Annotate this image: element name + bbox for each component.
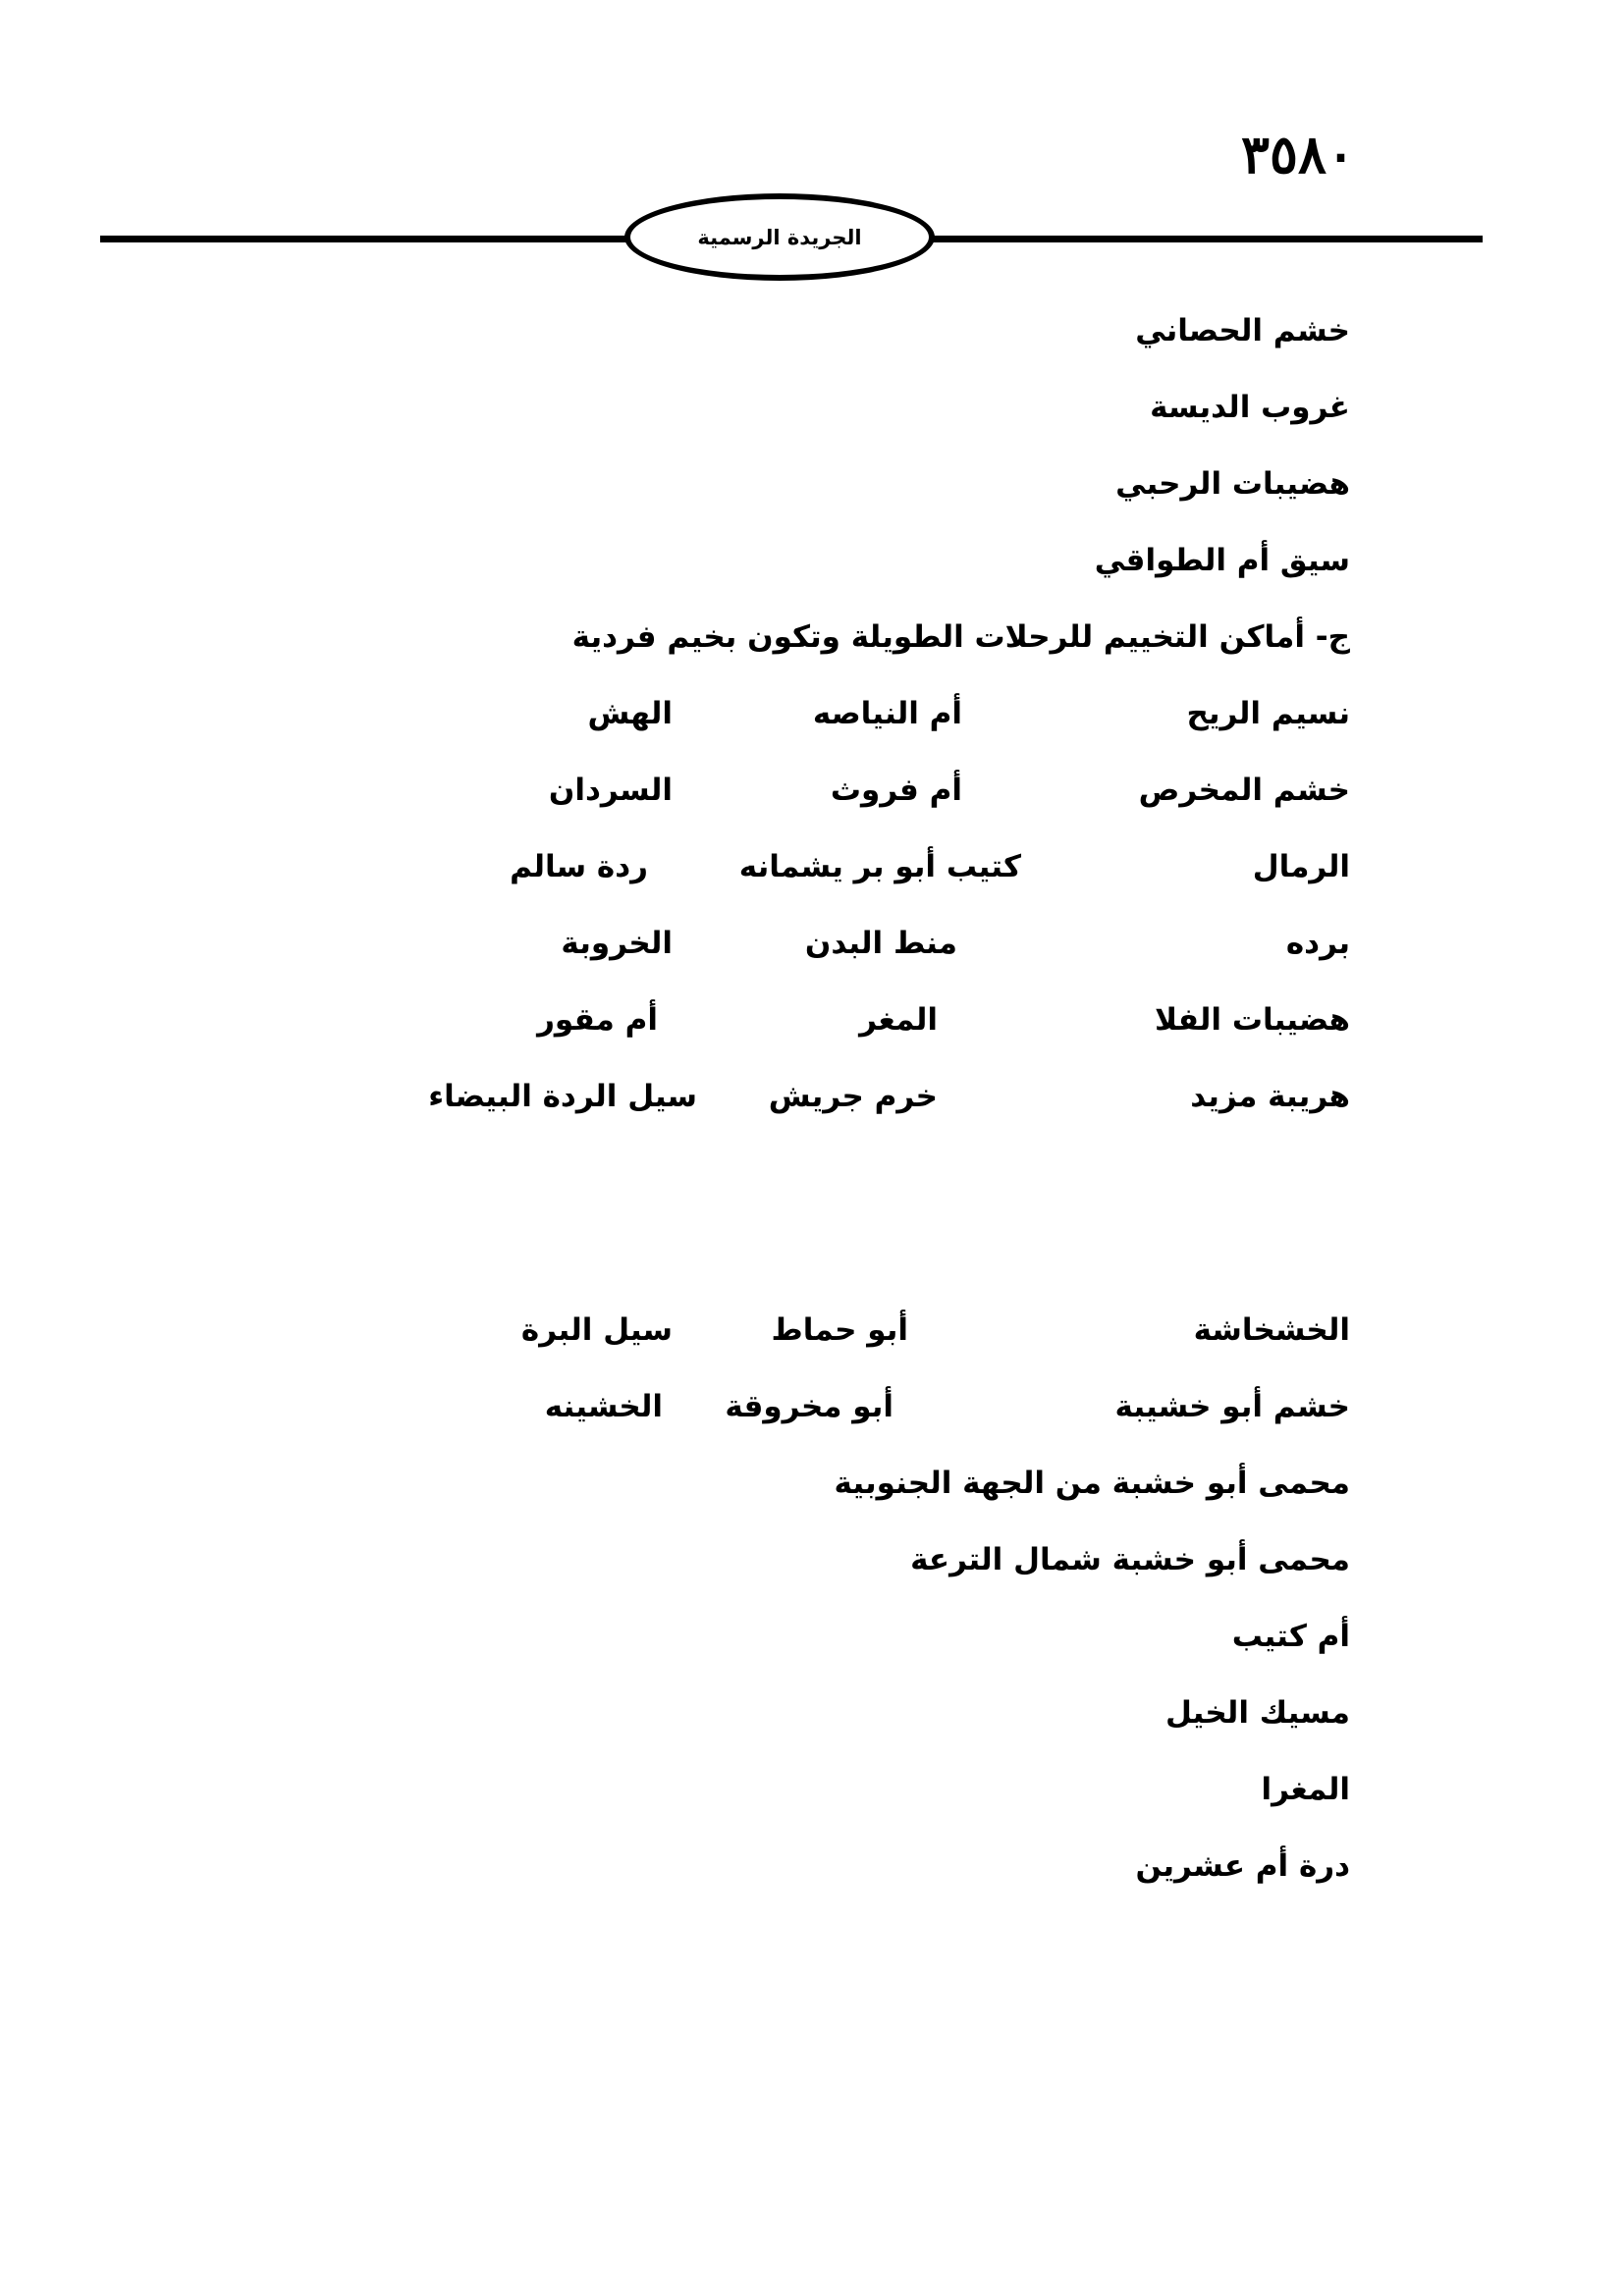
table-row (295, 1067, 1350, 1126)
place-name: نسيم الريح (1186, 696, 1350, 731)
place-name: سيل البرة (520, 1312, 673, 1348)
table-row (295, 684, 1350, 743)
place-name: الرمال (1252, 849, 1350, 884)
place-name: برده (1285, 926, 1350, 961)
list-item (295, 301, 1350, 360)
place-name: أم مقور (537, 1002, 658, 1038)
table-row (295, 1301, 1350, 1360)
place-name: الهش (587, 696, 673, 731)
place-name: محمى أبو خشبة شمال الترعة (910, 1542, 1350, 1577)
list-item (295, 531, 1350, 590)
place-name: أم كتيب (1231, 1619, 1350, 1654)
place-name: أبو حماط (771, 1312, 908, 1348)
list-item (295, 454, 1350, 513)
place-name: المغر (859, 1002, 938, 1038)
section-heading (295, 608, 1350, 667)
place-name: خرم جريش (768, 1079, 938, 1114)
place-name: خشم المخرص (1138, 773, 1350, 808)
place-name: مسيك الخيل (1165, 1695, 1350, 1731)
list-item (295, 1837, 1350, 1896)
place-name: ردة سالم (510, 849, 648, 884)
place-name: هضيبات الفلا (1154, 1002, 1350, 1038)
place-name: أبو مخروقة (725, 1389, 893, 1424)
place-name: خشم الحصاني (1135, 313, 1350, 348)
place-name: سيل الردة البيضاء (428, 1079, 697, 1114)
publication-name: الجريدة الرسمية (697, 225, 862, 249)
list-item (295, 1760, 1350, 1819)
place-name: أم فروث (830, 773, 962, 808)
table-row (295, 837, 1350, 896)
table-row (295, 1377, 1350, 1436)
place-name: سيق أم الطواقي (1094, 543, 1350, 578)
place-name: الخشينه (544, 1389, 663, 1424)
place-name: غروب الديسة (1150, 390, 1350, 425)
place-name: الخروبة (561, 926, 673, 961)
place-name: هضيبات الرحبي (1115, 466, 1350, 502)
table-row (295, 761, 1350, 820)
place-name: السردان (548, 773, 673, 808)
list-item (295, 1530, 1350, 1589)
table-row (295, 914, 1350, 973)
place-name: أم النياصه (812, 696, 962, 731)
place-name: المغرا (1261, 1772, 1350, 1807)
place-name: محمى أبو خشبة من الجهة الجنوبية (834, 1466, 1350, 1501)
list-item (295, 378, 1350, 437)
list-item (295, 1683, 1350, 1742)
place-name: هريبة مزيد (1190, 1079, 1350, 1114)
page-number: ٣٥٨٠ (1240, 123, 1355, 186)
place-name: درة أم عشرين (1135, 1848, 1350, 1884)
list-item (295, 1607, 1350, 1666)
table-row (295, 990, 1350, 1049)
place-name: منط البدن (804, 926, 957, 961)
place-name: الخشخاشة (1193, 1312, 1350, 1348)
place-name: كتيب أبو بر يشمانه (738, 849, 1021, 884)
place-name: خشم أبو خشيبة (1114, 1389, 1350, 1424)
list-item (295, 1454, 1350, 1513)
section-c-heading: ج- أماكن التخييم للرحلات الطويلة وتكون بخيم فردية (571, 619, 1350, 655)
